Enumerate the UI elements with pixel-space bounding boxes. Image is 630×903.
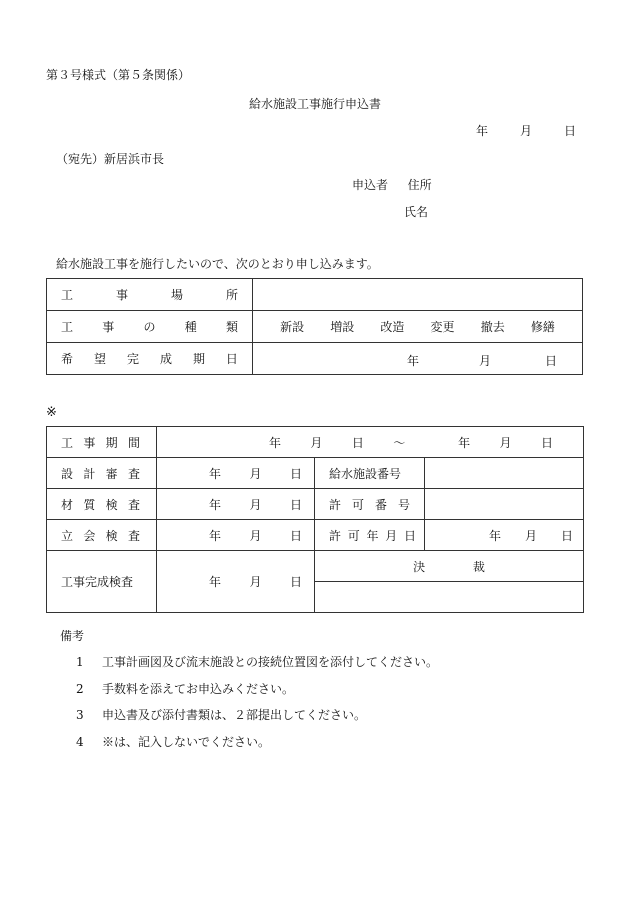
material-label-cell: 材 質 検 査: [47, 489, 157, 520]
kind-label-cell: 工 事 の 種 類: [47, 311, 253, 343]
material-inspection-row: [47, 489, 584, 520]
application-table: [46, 278, 583, 375]
completion-label-cell: 希 望 完 成 期 日: [47, 343, 253, 375]
design-label-cell: 設 計 審 査: [47, 458, 157, 489]
design-date-field[interactable]: 年 月 日: [157, 458, 315, 489]
material-date-field[interactable]: 年 月 日: [157, 489, 315, 520]
remarks-title: 備考: [60, 629, 85, 643]
kind-option-remodel[interactable]: 改造: [380, 320, 405, 334]
facility-no-field[interactable]: [425, 458, 584, 489]
kind-row: [47, 311, 583, 343]
kind-options-cell: [253, 311, 583, 343]
witness-label-cell: 立 会 検 査: [47, 520, 157, 551]
period-row: [47, 427, 584, 458]
name-label: 氏名: [404, 205, 429, 219]
remark-item: 1 工事計画図及び流末施設との接続位置図を添付してください。: [76, 655, 439, 669]
site-label-cell: 工 事 場 所: [47, 279, 253, 311]
office-use-table: [46, 426, 584, 613]
intro-text: 給水施設工事を施行したいので、次のとおり申し込みます。: [56, 257, 379, 271]
site-row: [47, 279, 583, 311]
completion-row: [47, 343, 583, 375]
remark-item: 4 ※は、記入しないでください。: [76, 735, 271, 749]
month-label: 月: [519, 124, 532, 138]
permit-date-field[interactable]: 年 月 日: [425, 520, 584, 551]
approval-stamp-field[interactable]: [315, 582, 584, 613]
completion-inspection-label-cell: 工事完成検査: [47, 551, 157, 613]
applicant-address-row: [352, 176, 432, 193]
kind-option-removal[interactable]: 撤去: [480, 320, 505, 334]
permit-date-label-cell: 許 可 年 月 日: [315, 520, 425, 551]
applicant-label: 申込者: [352, 178, 389, 192]
day-label: 日: [563, 124, 576, 138]
addressee: （宛先）新居浜市長: [56, 152, 165, 166]
witness-inspection-row: [47, 520, 584, 551]
kind-option-change[interactable]: 変更: [430, 320, 455, 334]
tilde: ～: [393, 435, 406, 450]
approval-label: 決 裁: [413, 559, 485, 574]
site-field[interactable]: [253, 279, 583, 311]
year-label: 年: [476, 124, 489, 138]
facility-no-label-cell: 給水施設番号: [315, 458, 425, 489]
application-date: [476, 122, 576, 139]
document-title: 給水施設工事施行申込書: [248, 97, 381, 111]
permit-no-label-cell: 許 可 番 号: [315, 489, 425, 520]
completion-inspection-row-top: [47, 551, 584, 582]
period-field[interactable]: 年 月 日 ～ 年 月 日: [157, 427, 584, 458]
completion-inspection-date-field[interactable]: 年 月 日: [157, 551, 315, 613]
remark-item: 2 手数料を添えてお申込みください。: [76, 682, 295, 696]
permit-no-field[interactable]: [425, 489, 584, 520]
design-review-row: [47, 458, 584, 489]
form-number: 第３号様式（第５条関係）: [46, 68, 191, 82]
witness-date-field[interactable]: 年 月 日: [157, 520, 315, 551]
approval-header-cell: [315, 551, 584, 582]
kind-option-new[interactable]: 新設: [280, 320, 305, 334]
remark-item: 3 申込書及び添付書類は、２部提出してください。: [76, 708, 367, 722]
kind-option-repair[interactable]: 修繕: [530, 320, 555, 334]
kind-option-extension[interactable]: 増設: [330, 320, 355, 334]
completion-date-field[interactable]: 年 月 日: [253, 343, 583, 375]
address-label: 住所: [407, 178, 432, 192]
office-use-mark: ※: [46, 405, 57, 420]
period-label-cell: 工 事 期 間: [47, 427, 157, 458]
